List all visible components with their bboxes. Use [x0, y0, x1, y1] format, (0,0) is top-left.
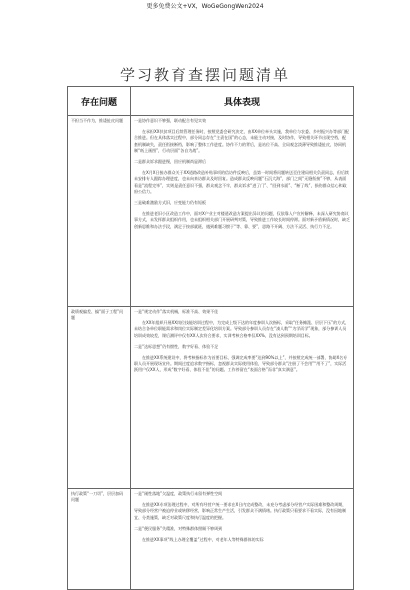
detail-subheading: 一是协作意识不够强，联动配合有见实效	[134, 118, 206, 123]
detail-subheading: 二是“便民服务”失精准，对特殊群体照顾不够周到	[134, 525, 223, 531]
detail-subheading: 二是“达标思想”仍有惯性，数字好看、体验不足	[134, 343, 219, 349]
problem-category-cell	[68, 489, 131, 590]
column-header-problem: 存在问题	[68, 87, 131, 116]
problem-category-cell	[68, 307, 131, 489]
table-header-row	[68, 87, 354, 116]
detail-paragraph: 在X月X日接办群众关于XX道路改造补贴事项的信访件反映后，虽第一时间将问题转送至住建局相关负责同志，但后续未安排专人跟踪办理进度，也未向来访群众及时回复。造成群众反映问题“石沉大海”，部门之间“无缝衔接”不够，从表面看是“流程完毕”，实则是责任意识不强，群众观念不牢，群众诉求“进了门”、“回到水面”、“断了线”，损伤群众信心和政府公信力。	[134, 170, 349, 194]
detail-paragraph: 在推进老旧小区改造工作中，面对X户业主对楼道改造方案提出异议的问题，仅依靠入户宣传解释，未深入研究协商议事方式，未发挥群众组织作用，也未组织相关部门开展研判对策，导致推进工作较长时间停滞。面对新矛盾新情况时，缺乏创新思维和办法手段，满足于按部就班，遇到难题习惯于“等、靠、要”，思路不开阔、方法不灵活、执行力不足。	[134, 211, 350, 229]
top-banner: 更多免费公文+VX，WoGeGongWen2024	[146, 3, 264, 10]
detail-paragraph: 在推进XX专项治理过程中，对所有经营户统一要求在X日内完成整改，未充分考虑部分经营户实际困难和整改周期，导致部分经营户被迫停业或转移经营，影响正常生产生活，引发群众不满情绪。执行政策只看要求不看实际，没有因地制宜、分类施策，缺乏对政策尺度和执行温度的把握。	[134, 502, 347, 520]
table-row	[68, 307, 354, 489]
detail-paragraph: 在推进XX事项“线上办理全覆盖”过程中，对老年人等特殊群体的实际	[142, 537, 264, 543]
problem-category: 不担当不作为，推诿扯皮问题	[71, 118, 123, 123]
problem-category-cell	[68, 116, 131, 307]
page-title: 学习教育查摆问题清单	[119, 66, 290, 84]
detail-paragraph: 在XX年组织开展XX岗位技能培训过程中，为完成上级下达的年度参训人次指标，采取“任务摊派、层层下压”的方式，未结合各单位职能需求和岗位实际制定差异化培训方案。导致部分参训人员存在“凑人数”“为学而学”现象，部分参训人员培训成效较差，课后测评中仅有XX人次符合要求，实训考核合格率仅XX%，没有达到预期培训目标。	[134, 320, 350, 338]
details-cell	[131, 307, 354, 489]
details-cell	[131, 116, 354, 307]
column-header-details: 具体表现	[131, 87, 354, 116]
detail-paragraph: 在承担XX扶贫项目后续管理任务时，按照党委会研究决定，由XX单位牵头实施，我单位与农委、乡村振兴办等部门配合推进。但在具体落实过程中，部分同志存在“主责在国”的心态，未能主动对接，及时协作，导致相关环节出现空档，配套机制缺失，责任衔接断档，影响了整体工作进度。协作不力的背后，是站位不高、全局观念淡薄导致推诿扯皮，协同机制“纸上画图”，行动层面“各自为战”。	[134, 129, 349, 153]
problem-table	[67, 86, 354, 590]
table-row	[68, 116, 354, 307]
detail-subheading: 三是破难激励方式旧，应变能力仍有短板	[134, 200, 206, 206]
detail-paragraph: 在推进XX系统建设中，将考核指标作为首要目标，强调完成率要“达到90%以上”，并按照完成统一部署，协助X名专职人员开展现场宣传。期间过度追求数字指标，忽视群众实际使用体验，导致部分群众“注册了不会用”“用不了”，实际活跃用户仅XX人，形成“数字好看、体验不佳”的问题。工作停留在“表面合格”而非“真实满意”。	[134, 355, 348, 373]
detail-subheading: 一是“规定动作”落实机械，标准不高、效果不佳	[134, 309, 219, 314]
problem-category: 政绩观偏差、搞“面子工程”问题	[71, 309, 124, 321]
table-row	[68, 489, 354, 590]
problem-category: 执行政策“一刀切”，层层加码问题	[71, 491, 124, 503]
details-cell	[131, 489, 354, 590]
detail-subheading: 一是“刚性落地”欠温度，政策执行未留有弹性空间	[134, 491, 223, 496]
detail-subheading: 二是群众诉求跟进慢，回应机制尚显滞后	[134, 159, 206, 165]
